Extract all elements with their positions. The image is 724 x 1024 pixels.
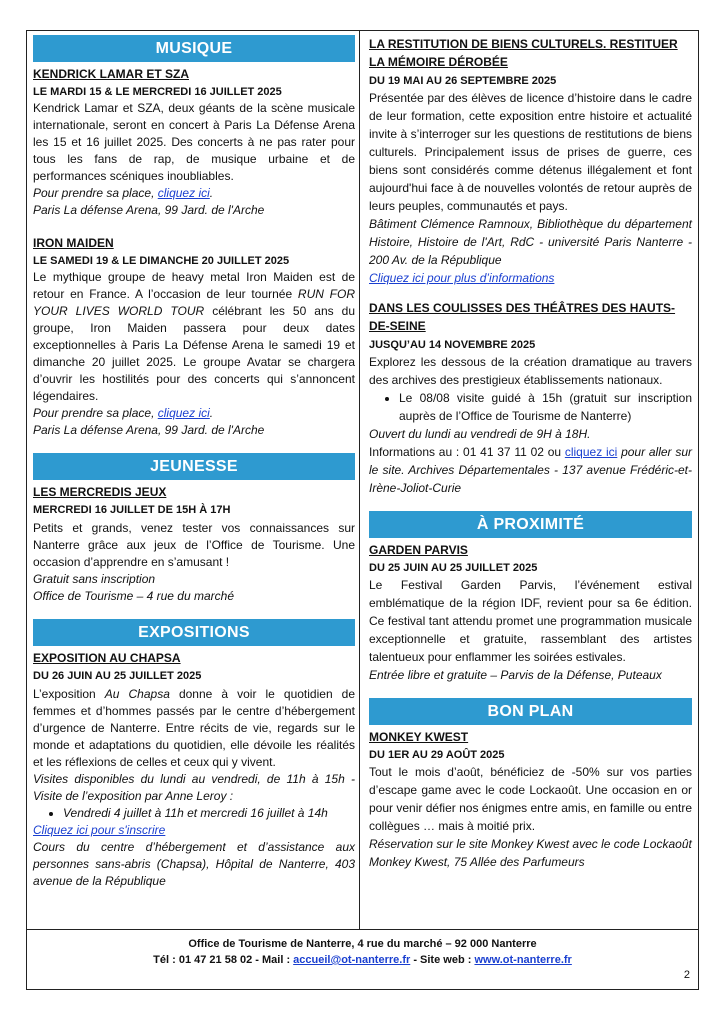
event-text-chapsa: L’exposition Au Chapsa donne à voir le quotidien de femmes et d’hommes passés par le centre d’hébergement d’urgence de Nanterre. Entre récits de vie, regards sur le monde et adaptations du quotidien, elle dévoile les réalités et les réflexions de celles et ceux qui y vivent. (33, 687, 356, 769)
event-date-monkey-kwest: DU 1ER AU 29 AOÛT 2025 (369, 749, 505, 761)
list-item: • Le 08/08 visite guidé à 15h (gratuit sur inscription auprès de l’Office de Tourisme de Nanterre) (399, 389, 692, 425)
footer-address: Office de Tourisme de Nanterre, 4 rue du marché – 92 000 Nanterre (188, 938, 537, 950)
section-header-jeunesse: JEUNESSE (33, 453, 355, 480)
venue-kendrick: Paris La défense Arena, 99 Jard. de l'Arche (33, 203, 265, 217)
event-date-mercredis-jeux: MERCREDI 16 JUILLET DE 15H À 17H (33, 504, 231, 516)
event-title-monkey-kwest: MONKEY KWEST (369, 730, 469, 744)
event-text-kendrick: Kendrick Lamar et SZA, deux géants de la scène musicale internationale, seront en concert à Paris La Défense Arena les 15 et 16 juillet 2025. Des concerts à ne pas rater pour tous les fans de rap, de musique urbaine et de performances scéniques inoubliables. (33, 101, 355, 183)
ticket-link-kendrick[interactable]: cliquez ici (157, 186, 210, 200)
page-number: 2 (683, 969, 690, 981)
event-date-garden-parvis: DU 25 JUIN AU 25 JUILLET 2025 (369, 562, 538, 574)
section-header-expositions: EXPOSITIONS (33, 619, 355, 646)
event-text-iron-maiden: Le mythique groupe de heavy metal Iron Maiden est de retour en France. A l’occasion de leur tournée RUN FOR YOUR LIVES WORLD TOUR célébrant les 50 ans du groupe, Iron Maiden passera pour deux dates exceptionnelles à Paris La Défense Arena le samedi 19 et dimanche 20 juillet 2025. Le groupe Avatar se chargera d’ouvrir les hostilités pour des concerts qui s’annoncent légendaires. (33, 270, 356, 403)
event-date-coulisses: JUSQU’AU 14 NOVEMBRE 2025 (369, 339, 536, 351)
event-title-chapsa: EXPOSITION AU CHAPSA (33, 651, 181, 665)
list-item: • Vendredi 4 juillet à 11h et mercredi 16 juillet à 14h (63, 805, 355, 822)
event-text-coulisses: Explorez les dessous de la création dramatique au travers des archives des prestigieux établissements nationaux. (369, 355, 692, 387)
ticket-line-kendrick: Pour prendre sa place, cliquez ici. (33, 186, 214, 200)
venue-mercredis-jeux: Office de Tourisme – 4 rue du marché (33, 589, 234, 603)
coulisses-list (369, 389, 692, 425)
info-link-restitution[interactable]: Cliquez ici pour plus d’informations (369, 271, 555, 285)
section-header-bon-plan: BON PLAN (369, 698, 692, 725)
event-date-iron-maiden: LE SAMEDI 19 & LE DIMANCHE 20 JUILLET 2025 (33, 255, 290, 267)
section-header-musique: MUSIQUE (33, 35, 355, 62)
footer (27, 929, 698, 989)
note-monkey-kwest: Réservation sur le site Monkey Kwest avec le code Lockaoût (369, 837, 692, 851)
event-text-mercredis-jeux: Petits et grands, venez tester vos connaissances sur Nanterre grâce aux jeux de l’Office de Tourisme. Une occasion d’apprendre en s’amusant ! (33, 521, 355, 569)
event-title-iron-maiden: IRON MAIDEN (33, 236, 114, 250)
event-title-coulisses: DANS LES COULISSES DES THÉÂTRES DES HAUTS-DE-SEINE (369, 301, 676, 333)
price-mercredis-jeux: Gratuit sans inscription (33, 572, 156, 586)
ticket-line-iron-maiden: Pour prendre sa place, cliquez ici. (33, 406, 214, 420)
venue-monkey-kwest: Monkey Kwest, 75 Allée des Parfumeurs (369, 855, 585, 869)
event-title-mercredis-jeux: LES MERCREDIS JEUX (33, 485, 167, 499)
site-link-coulisses[interactable]: cliquez ici (564, 445, 618, 459)
visits-chapsa: Visites disponibles du lundi au vendredi, de 11h à 15h - Visite de l’exposition par Anne Leroy : (33, 772, 355, 803)
venue-restitution: Bâtiment Clémence Ramnoux, Bibliothèque du département Histoire, Histoire de l'Art, RdC - université Paris Nanterre - 200 Av. de la République (369, 217, 692, 267)
venue-chapsa: Cours du centre d’hébergement et d’assistance aux personnes sans-abris (Chapsa), Hôpital de Nanterre, 403 avenue de la République (33, 840, 355, 888)
mail-link[interactable]: accueil@ot-nanterre.fr (293, 954, 411, 966)
page-frame (26, 30, 699, 990)
section-header-proximite: À PROXIMITÉ (369, 511, 692, 538)
event-date-restitution: DU 19 MAI AU 26 SEPTEMBRE 2025 (369, 75, 557, 87)
info-coulisses: Informations au : 01 41 37 11 02 ou cliquez ici pour aller sur le site. Archives Départementales - 137 avenue Frédéric-et-Irène-Joliot-Curie (369, 445, 692, 495)
footer-contact: Tél : 01 47 21 58 02 - Mail : accueil@ot-nanterre.fr - Site web : www.ot-nanterre.fr (153, 954, 572, 966)
right-column (361, 31, 698, 871)
event-text-monkey-kwest: Tout le mois d’août, bénéficiez de -50% sur vos parties d’escape game avec le code Lockaoût. Une occasion en or pour venir défier nos énigmes entre amis, en famille ou entre collègues … mais à moitié prix. (369, 765, 692, 833)
event-text-garden-parvis: Le Festival Garden Parvis, l’événement estival emblématique de la région IDF, revient pour sa 6e édition. Ce festival tant attendu promet une programmation musicale exceptionnelle et gratuite, rassemblant des artistes talentueux pour enflammer les soirées estivales. (369, 578, 692, 664)
event-title-kendrick: KENDRICK LAMAR ET SZA (33, 67, 189, 81)
event-text-restitution: Présentée par des élèves de licence d’histoire dans le cadre de leur formation, cette exposition entre histoire et actualité invite à s’interroger sur les questions de restitutions de biens culturels. Principalement issus de prises de guerre, ces biens sont considérés comme détenus illégalement et font aujourd'hui face à de nouvelles volontés de retour auprès de leurs peuples, communautés et pays. (369, 91, 692, 213)
event-date-kendrick: LE MARDI 15 & LE MERCREDI 16 JUILLET 2025 (33, 86, 282, 98)
register-link-chapsa[interactable]: Cliquez ici pour s'inscrire (33, 823, 166, 837)
venue-garden-parvis: Entrée libre et gratuite – Parvis de la Défense, Puteaux (369, 668, 662, 682)
hours-coulisses: Ouvert du lundi au vendredi de 9H à 18H. (369, 427, 591, 441)
ticket-link-iron-maiden[interactable]: cliquez ici (157, 406, 210, 420)
website-link[interactable]: www.ot-nanterre.fr (474, 954, 572, 966)
event-date-chapsa: DU 26 JUIN AU 25 JUILLET 2025 (33, 670, 202, 682)
left-column (27, 31, 360, 929)
visit-dates-list (33, 805, 355, 822)
event-title-restitution: LA RESTITUTION DE BIENS CULTURELS. RESTITUER LA MÉMOIRE DÉROBÉE (369, 37, 678, 69)
venue-iron-maiden: Paris La défense Arena, 99 Jard. de l'Arche (33, 423, 265, 437)
event-title-garden-parvis: GARDEN PARVIS (369, 543, 468, 557)
